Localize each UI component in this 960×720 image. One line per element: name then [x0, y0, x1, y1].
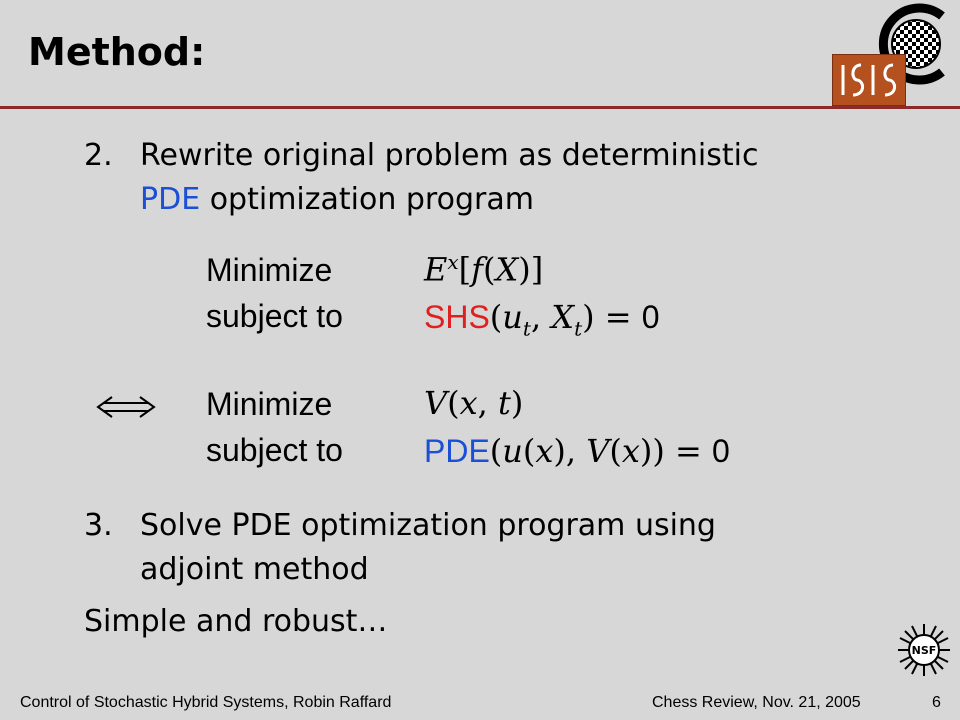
iff-arrow-icon: [94, 392, 158, 422]
step-3-number: 3.: [84, 508, 113, 543]
shs-highlight: SHS: [424, 299, 490, 335]
pde-highlight: PDE: [140, 182, 201, 217]
step-2-line2-rest: optimization program: [200, 182, 534, 217]
problem2-minimize-label: Minimize: [206, 386, 333, 422]
nsf-logo-text: NSF: [911, 644, 937, 657]
problem2-constraint: PDE(u(x), V(x)) = 0: [424, 432, 730, 470]
problem2-objective: V(x, t): [424, 384, 524, 422]
step-2-line1: Rewrite original problem as deterministic: [140, 138, 759, 173]
step-3-line2: adjoint method: [140, 552, 369, 587]
problem2-subject-label: subject to: [206, 432, 343, 468]
step-2: [84, 134, 884, 224]
step-2-line2: [140, 178, 534, 222]
pde-constraint-highlight: PDE: [424, 433, 490, 469]
page-number: 6: [932, 694, 941, 711]
problem1-constraint: $SHS(u_t$, $X_t) = 0$: [424, 298, 660, 341]
title-divider: [0, 106, 960, 109]
isis-logo-icon: [832, 54, 906, 106]
step-3: [84, 504, 884, 594]
problem1-minimize-label: Minimize: [206, 252, 333, 288]
step-2-number: 2.: [84, 138, 113, 173]
problem1-objective: $E^x[f(X)]$: [424, 250, 544, 289]
footer-left: Control of Stochastic Hybrid Systems, Robin Raffard: [20, 694, 392, 711]
nsf-logo-icon: [896, 622, 952, 678]
closing-text: Simple and robust…: [84, 604, 388, 639]
slide-title: Method:: [28, 30, 206, 74]
step-3-line1: Solve PDE optimization program using: [140, 508, 716, 543]
footer-right: Chess Review, Nov. 21, 2005: [652, 694, 861, 711]
problem1-subject-label: subject to: [206, 298, 343, 334]
